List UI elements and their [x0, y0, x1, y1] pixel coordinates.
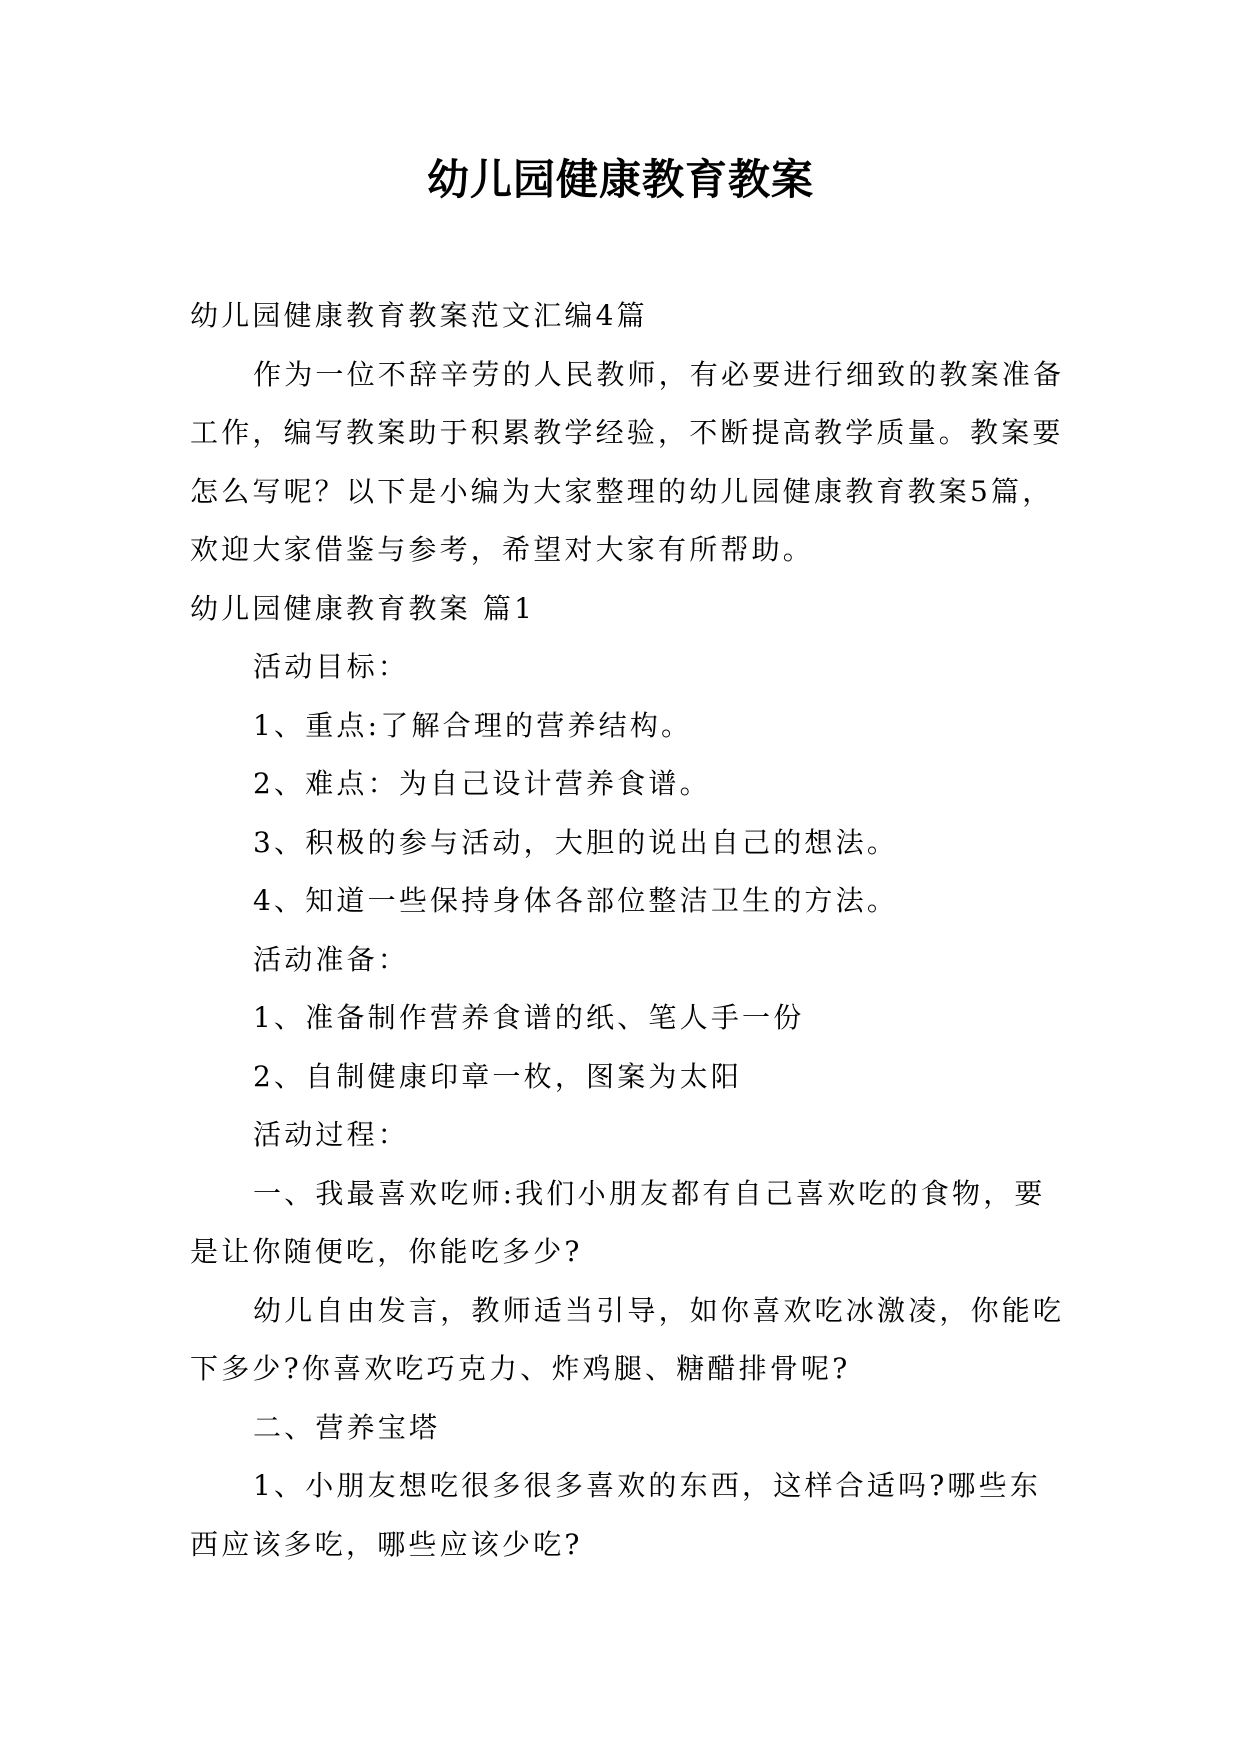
list-item-goal-1: 1、重点:了解合理的营养结构。: [253, 708, 693, 742]
document-body: [190, 287, 1070, 1574]
list-item-goal-3: 3、积极的参与活动，大胆的说出自己的想法。: [253, 825, 899, 859]
list-item-goal-2: 2、难点：为自己设计营养食谱。: [253, 767, 711, 800]
paragraph-process-1: 一、我最喜欢吃师:我们小朋友都有自己喜欢吃的食物，要是让你随便吃，你能吃多少?: [190, 1176, 1046, 1268]
paragraph-intro: 作为一位不辞辛劳的人民教师，有必要进行细致的教案准备工作，编写教案助于积累教学经验，不断提高教学质量。教案要怎么写呢？以下是小编为大家整理的幼儿园健康教育教案5篇，欢迎大家借鉴与参考，希望对大家有所帮助。: [190, 357, 1065, 566]
paragraph-subtitle: 幼儿园健康教育教案范文汇编4篇: [190, 299, 648, 332]
paragraph-process-3: 1、小朋友想吃很多很多喜欢的东西，这样合适吗?哪些东西应该多吃，哪些应该少吃?: [190, 1469, 1042, 1561]
section-heading-part-1: 幼儿园健康教育教案 篇1: [190, 591, 536, 625]
paragraph-process-2: 幼儿自由发言，教师适当引导，如你喜欢吃冰激凌，你能吃下多少?你喜欢吃巧克力、炸鸡腿、糖醋排骨呢?: [190, 1293, 1065, 1385]
document-title: 幼儿园健康教育教案: [426, 155, 814, 204]
list-item-preparation-1: 1、准备制作营养食谱的纸、笔人手一份: [253, 1001, 805, 1034]
heading-activity-process: 活动过程：: [253, 1118, 410, 1151]
heading-activity-preparation: 活动准备：: [253, 942, 410, 976]
heading-activity-goals: 活动目标：: [253, 650, 410, 683]
list-item-preparation-2: 2、自制健康印章一枚，图案为太阳: [253, 1059, 743, 1093]
heading-nutrition-pagoda: 二、营养宝塔: [253, 1410, 441, 1444]
list-item-goal-4: 4、知道一些保持身体各部位整洁卫生的方法。: [253, 884, 899, 917]
